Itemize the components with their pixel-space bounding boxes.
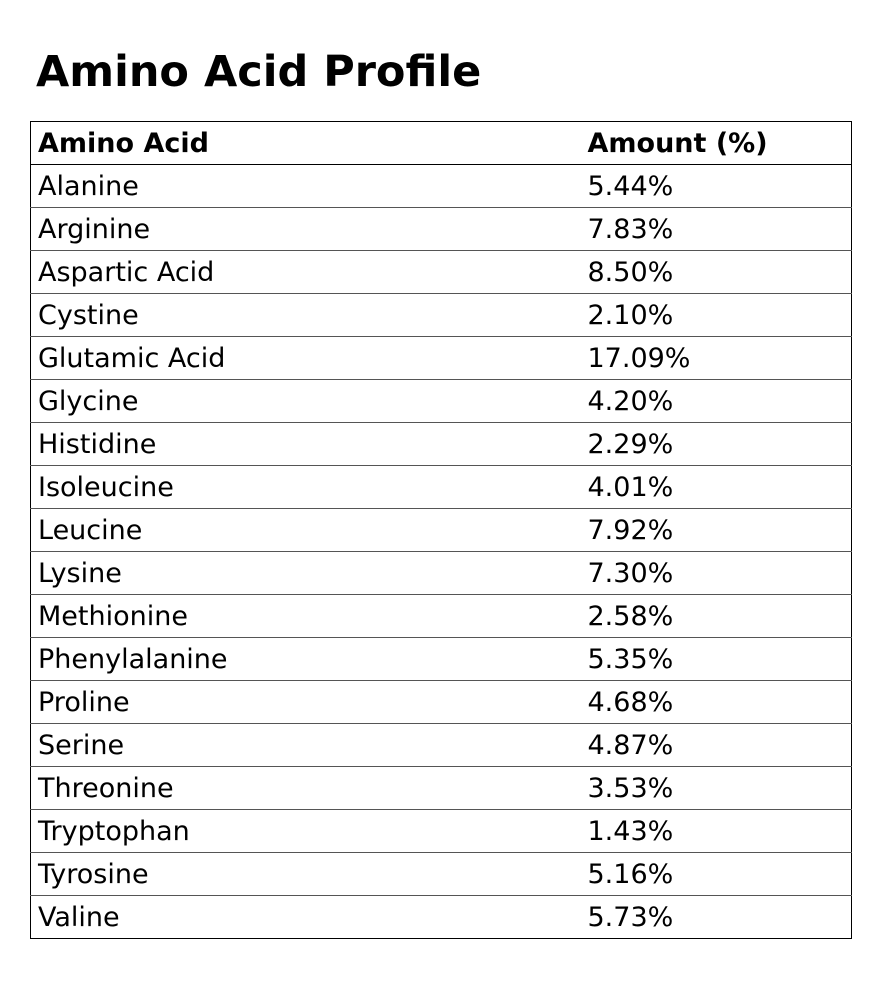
amino-acid-name: Valine [31, 896, 581, 939]
amino-acid-amount: 7.83% [581, 208, 852, 251]
amino-acid-amount: 2.58% [581, 595, 852, 638]
amino-acid-amount: 4.87% [581, 724, 852, 767]
table-row [31, 423, 852, 466]
amino-acid-name: Lysine [31, 552, 581, 595]
amino-acid-name: Proline [31, 681, 581, 724]
amino-acid-name: Alanine [38, 170, 139, 202]
table-body [31, 165, 852, 939]
amino-acid-name: Leucine [31, 509, 581, 552]
amino-acid-amount: 17.09% [581, 337, 852, 380]
amino-acid-amount: 5.16% [581, 853, 852, 896]
amino-acid-name: Tryptophan [31, 810, 581, 853]
table-row [31, 165, 852, 208]
amino-acid-name: Glutamic Acid [31, 337, 581, 380]
table-row [31, 896, 852, 939]
amino-acid-amount: 1.43% [581, 810, 852, 853]
column-header-amount: Amount (%) [581, 122, 852, 165]
table-row [31, 208, 852, 251]
table-row [31, 251, 852, 294]
table-header [31, 122, 852, 165]
amino-acid-amount: 3.53% [581, 767, 852, 810]
amino-acid-name: Serine [31, 724, 581, 767]
table-row [31, 466, 852, 509]
amino-acid-amount: 7.92% [581, 509, 852, 552]
table-row [31, 853, 852, 896]
amino-acid-amount: 2.10% [581, 294, 852, 337]
amino-acid-name: Arginine [31, 208, 581, 251]
table-row [31, 724, 852, 767]
table-row [31, 810, 852, 853]
amino-acid-table [30, 121, 852, 939]
amino-acid-amount: 2.29% [581, 423, 852, 466]
table-row [31, 552, 852, 595]
table-row [31, 681, 852, 724]
amino-acid-amount: 7.30% [581, 552, 852, 595]
amino-acid-amount: 4.20% [581, 380, 852, 423]
table-row [31, 509, 852, 552]
amino-acid-name: Phenylalanine [31, 638, 581, 681]
amino-acid-amount: 8.50% [581, 251, 852, 294]
amino-acid-amount: 5.35% [581, 638, 852, 681]
amino-acid-name: Aspartic Acid [31, 251, 581, 294]
amino-acid-name: Glycine [31, 380, 581, 423]
table-row [31, 595, 852, 638]
amino-acid-amount: 4.68% [581, 681, 852, 724]
page-title: Amino Acid Profile [36, 47, 482, 97]
amino-acid-name: Isoleucine [31, 466, 581, 509]
table-row [31, 380, 852, 423]
amino-acid-amount: 5.73% [581, 896, 852, 939]
amino-acid-amount: 5.44% [587, 170, 674, 202]
table-row [31, 767, 852, 810]
amino-acid-name: Threonine [31, 767, 581, 810]
amino-acid-name: Cystine [31, 294, 581, 337]
amino-acid-name: Histidine [31, 423, 581, 466]
table-row [31, 638, 852, 681]
table-row [31, 294, 852, 337]
table-row [31, 337, 852, 380]
amino-acid-amount: 4.01% [581, 466, 852, 509]
table-header-row [31, 122, 852, 165]
column-header-amino-acid: Amino Acid [31, 122, 581, 165]
amino-acid-name: Methionine [31, 595, 581, 638]
amino-acid-name: Tyrosine [31, 853, 581, 896]
